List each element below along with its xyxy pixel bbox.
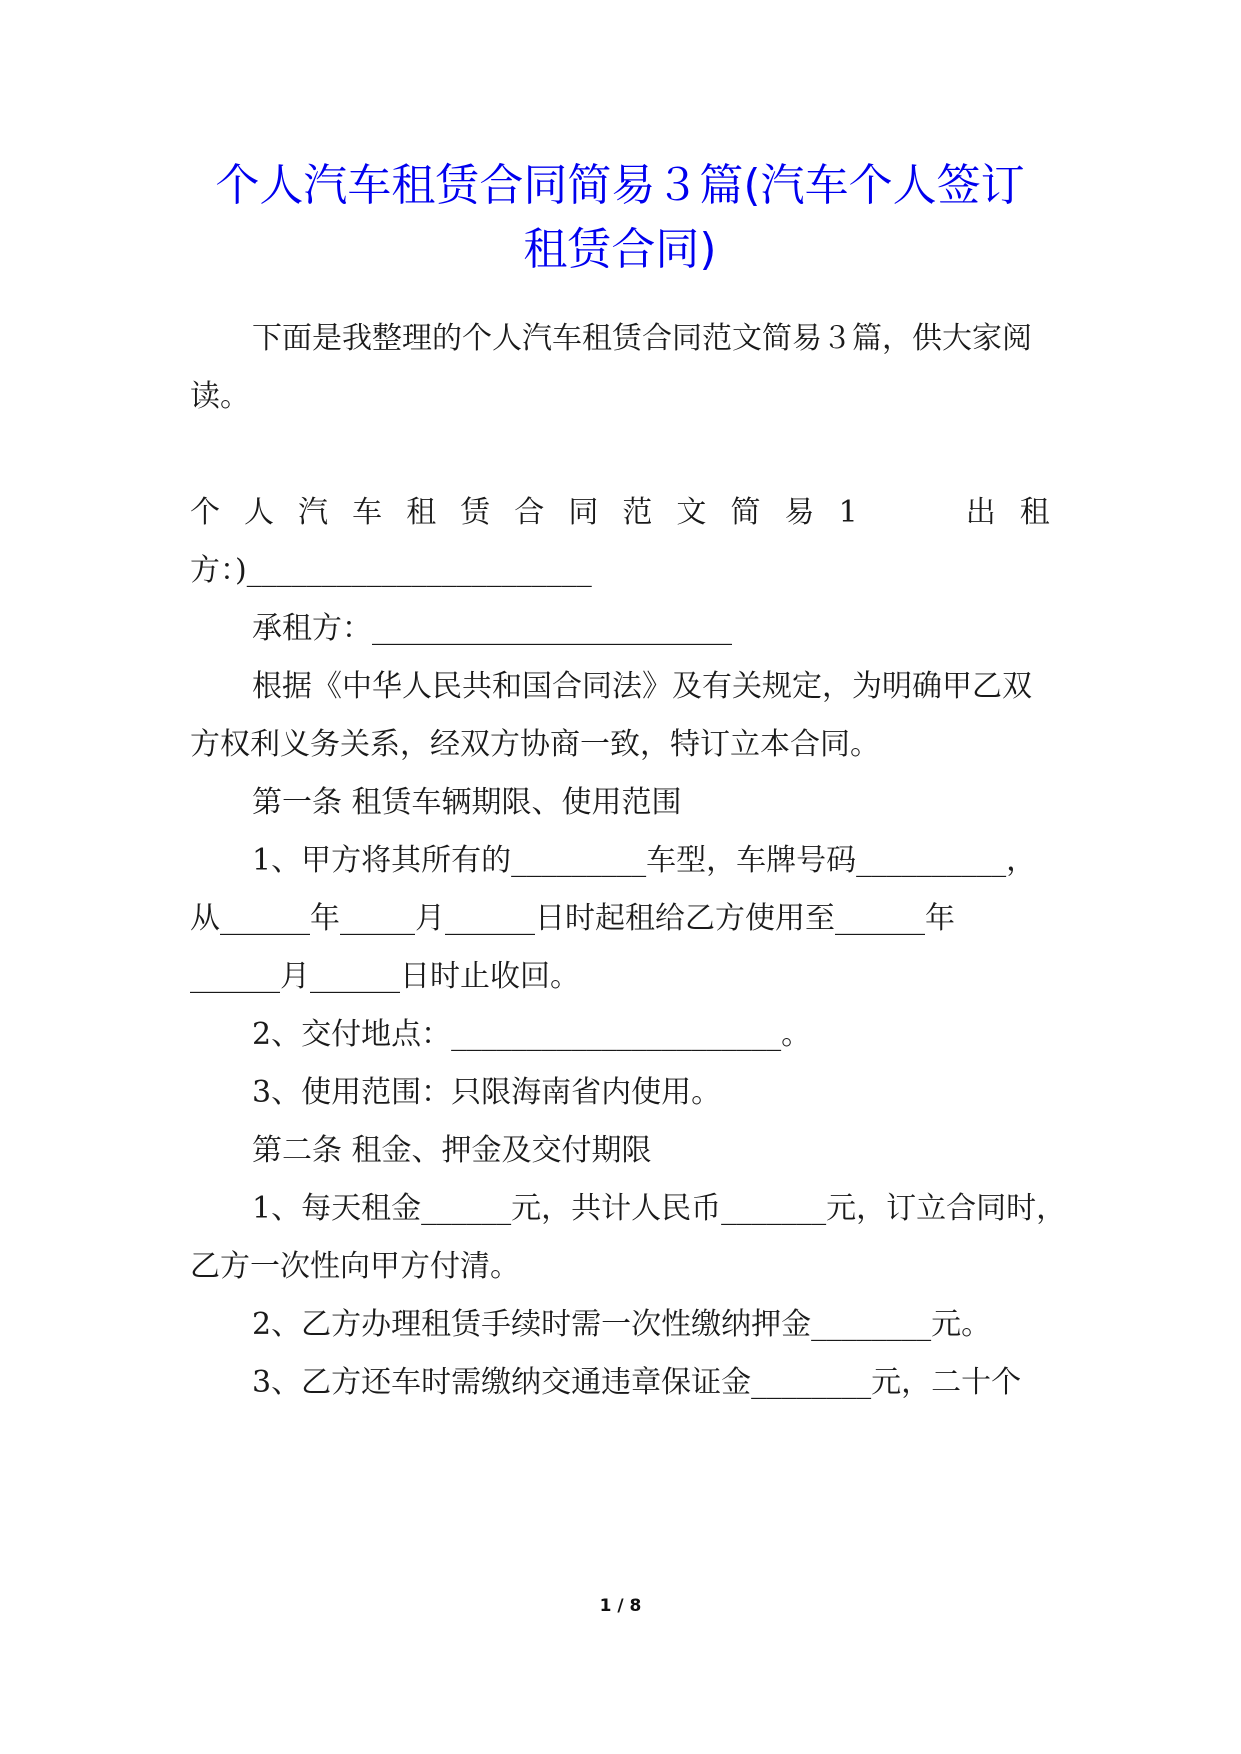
article-2-item-1-line-1: 1、每天租金______元，共计人民币_______元，订立合同时， xyxy=(252,1191,1067,1226)
heading-char: 赁 xyxy=(460,495,491,530)
intro-paragraph-line-1: 下面是我整理的个人汽车租赁合同范文简易３篇，供大家阅 xyxy=(252,321,1032,356)
article-2-item-1-line-2: 乙方一次性向甲方付清。 xyxy=(190,1249,520,1284)
heading-char: 汽 xyxy=(298,495,329,530)
basis-paragraph-line-2: 方权利义务关系，经双方协商一致，特订立本合同。 xyxy=(190,727,880,762)
article-1-item-1-line-1: 1、甲方将其所有的_________车型，车牌号码__________， xyxy=(252,843,1037,878)
heading-char: 文 xyxy=(676,495,707,530)
article-1-item-1-line-3: ______月______日时止收回。 xyxy=(190,959,580,994)
heading-char: 1 xyxy=(838,495,858,530)
lessor-line: 方：)_______________________ xyxy=(190,553,592,588)
article-2-heading: 第二条 租金、押金及交付期限 xyxy=(252,1133,652,1168)
heading-char: 租 xyxy=(1019,495,1050,530)
heading-char: 出 xyxy=(965,495,996,530)
heading-char: 简 xyxy=(730,495,761,530)
heading-char: 易 xyxy=(784,495,815,530)
heading-char: 租 xyxy=(406,495,437,530)
heading-char: 合 xyxy=(514,495,545,530)
lessee-line: 承租方：________________________ xyxy=(252,611,732,646)
heading-char: 人 xyxy=(244,495,275,530)
heading-char: 同 xyxy=(568,495,599,530)
article-2-item-3: 3、乙方还车时需缴纳交通违章保证金________元，二十个 xyxy=(252,1365,1022,1400)
heading-char: 车 xyxy=(352,495,383,530)
article-1-heading: 第一条 租赁车辆期限、使用范围 xyxy=(252,785,682,820)
article-2-item-2: 2、乙方办理租赁手续时需一次性缴纳押金________元。 xyxy=(252,1307,992,1342)
article-1-item-3: 3、使用范围：只限海南省内使用。 xyxy=(252,1075,722,1110)
article-1-item-2: 2、交付地点：______________________。 xyxy=(252,1017,812,1052)
document-title-line-1: 个人汽车租赁合同简易３篇(汽车个人签订 xyxy=(215,160,1025,211)
page-number: 1 / 8 xyxy=(599,1596,642,1616)
heading-gap xyxy=(882,493,942,533)
contract-heading-row xyxy=(190,493,1050,533)
heading-char: 范 xyxy=(622,495,653,530)
document-title-line-2: 租赁合同) xyxy=(523,224,717,275)
heading-char: 个 xyxy=(190,495,220,530)
article-1-item-1-line-2: 从______年_____月______日时起租给乙方使用至______年 xyxy=(190,901,955,936)
basis-paragraph-line-1: 根据《中华人民共和国合同法》及有关规定，为明确甲乙双 xyxy=(252,669,1032,704)
intro-paragraph-line-2: 读。 xyxy=(190,379,250,414)
